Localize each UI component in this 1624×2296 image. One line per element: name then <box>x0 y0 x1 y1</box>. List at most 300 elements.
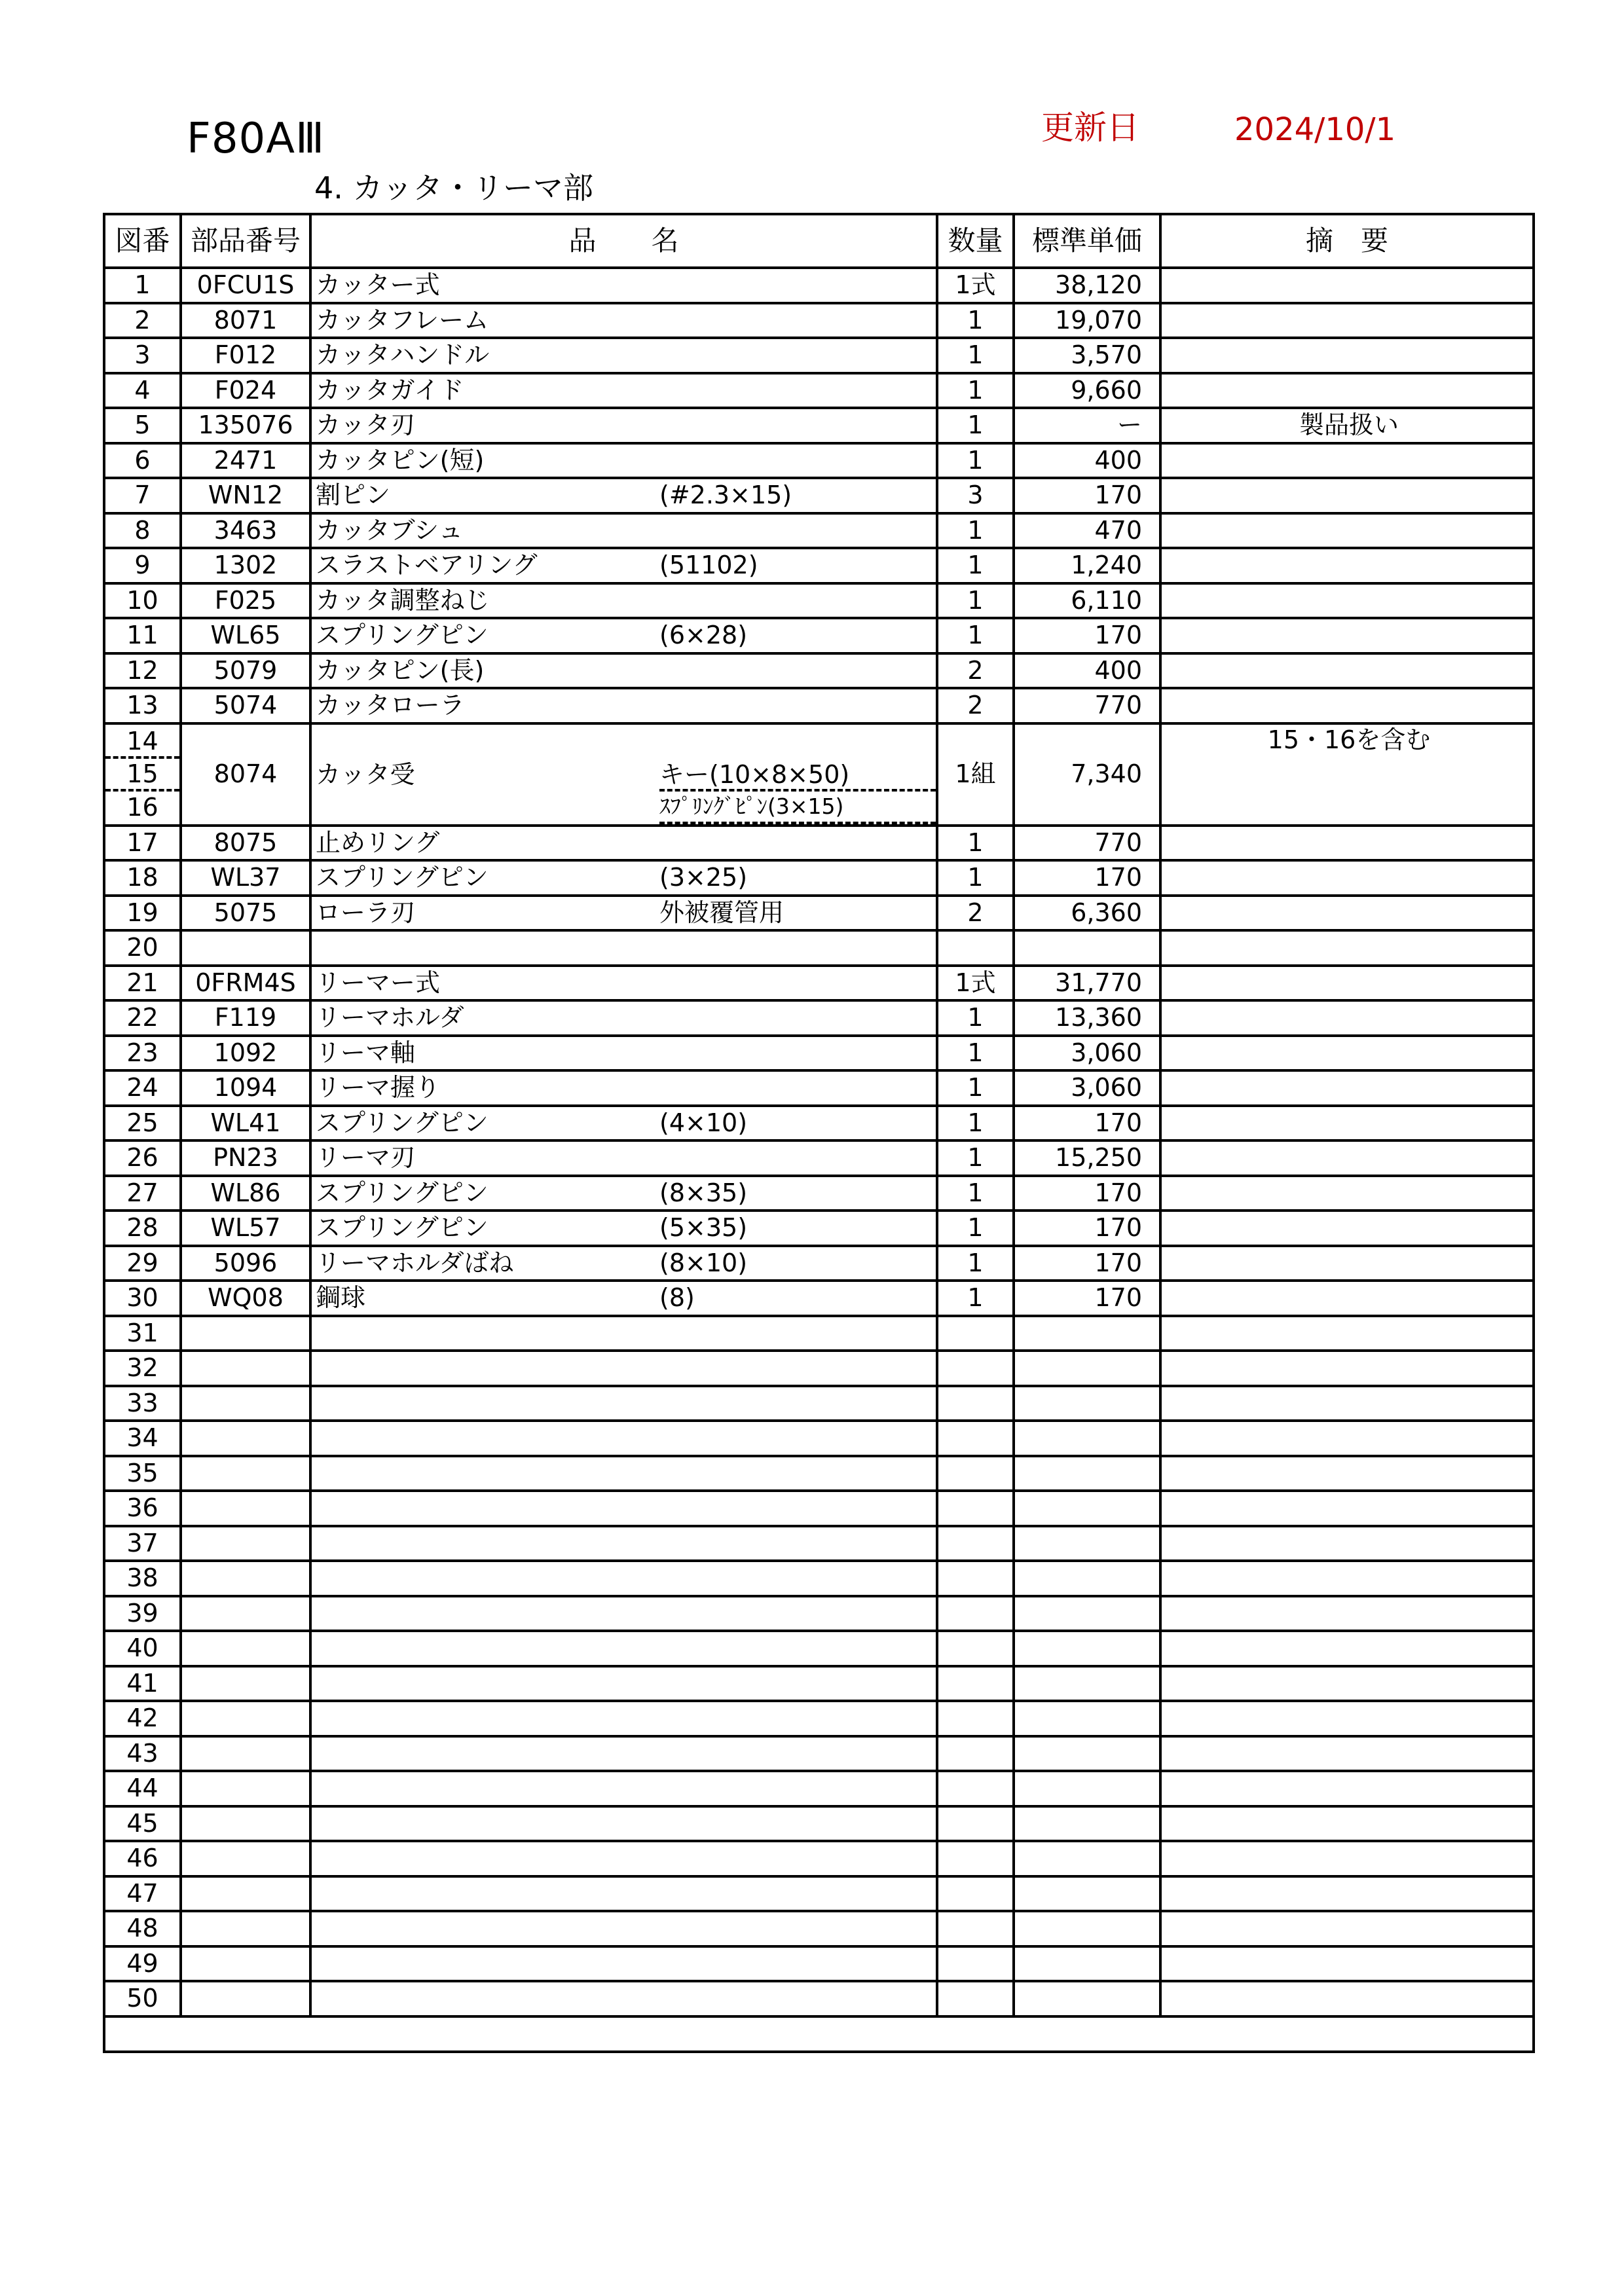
item-spec: (51102) <box>659 551 758 579</box>
quantity <box>937 1491 1014 1526</box>
table-row <box>104 1316 1534 1351</box>
item-name-cell <box>310 1491 937 1526</box>
quantity: 1 <box>937 826 1014 861</box>
remarks <box>1160 1911 1534 1946</box>
remarks <box>1160 303 1534 338</box>
remarks <box>1160 966 1534 1001</box>
unit-price <box>1014 1981 1160 2016</box>
unit-price: 170 <box>1014 1106 1160 1141</box>
col-header-part-number: 部品番号 <box>181 214 310 268</box>
item-name-cell <box>310 513 937 549</box>
item-spec: (5×35) <box>659 1213 748 1242</box>
figure-no: 50 <box>104 1981 181 2016</box>
table-row <box>104 1526 1534 1561</box>
remarks <box>1160 1946 1534 1982</box>
item-name-cell <box>310 1666 937 1702</box>
item-name: リーマ刃 <box>316 1143 416 1172</box>
figure-no: 22 <box>104 1000 181 1036</box>
figure-no: 36 <box>104 1491 181 1526</box>
figure-no: 23 <box>104 1036 181 1071</box>
table-row <box>104 618 1534 653</box>
figure-no: 40 <box>104 1631 181 1666</box>
remarks <box>1160 1000 1534 1036</box>
quantity <box>937 1316 1014 1351</box>
unit-price: ー <box>1014 408 1160 443</box>
quantity: 1 <box>937 860 1014 896</box>
table-row <box>104 860 1534 896</box>
unit-price: 470 <box>1014 513 1160 549</box>
quantity: 1 <box>937 1211 1014 1246</box>
table-row <box>104 1981 1534 2016</box>
unit-price: 15,250 <box>1014 1140 1160 1176</box>
remarks <box>1160 1140 1534 1176</box>
part-number: 5074 <box>181 688 310 723</box>
figure-no: 26 <box>104 1140 181 1176</box>
unit-price <box>1014 1666 1160 1702</box>
part-number: 1302 <box>181 548 310 583</box>
part-number: 1092 <box>181 1036 310 1071</box>
figure-no: 20 <box>104 930 181 966</box>
table-row <box>104 1666 1534 1702</box>
unit-price: 400 <box>1014 443 1160 479</box>
figure-no: 21 <box>104 966 181 1001</box>
item-name-cell <box>310 1176 937 1211</box>
remarks <box>1160 1386 1534 1421</box>
item-name-cell <box>310 1561 937 1596</box>
item-spec: (8×35) <box>659 1178 748 1207</box>
part-number <box>181 1841 310 1876</box>
item-spec <box>659 1072 932 1104</box>
section-title: 4. カッタ・リーマ部 <box>314 170 594 206</box>
quantity: 1 <box>937 583 1014 619</box>
item-name: リーマ軸 <box>316 1038 416 1067</box>
part-number: 135076 <box>181 408 310 443</box>
figure-no: 4 <box>104 373 181 409</box>
remarks <box>1160 618 1534 653</box>
item-spec <box>659 269 932 302</box>
item-spec <box>659 655 932 687</box>
item-spec <box>659 1037 932 1070</box>
remarks <box>1160 1876 1534 1912</box>
quantity: 1式 <box>937 966 1014 1001</box>
item-name-cell <box>310 1736 937 1772</box>
table-row <box>104 303 1534 338</box>
figure-no: 42 <box>104 1701 181 1736</box>
quantity: 2 <box>937 653 1014 689</box>
item-spec: ｽﾌﾟﾘﾝｸﾞﾋﾟﾝ(3×15) <box>659 792 936 824</box>
remarks <box>1160 653 1534 689</box>
part-number: 2471 <box>181 443 310 479</box>
table-row <box>104 1140 1534 1176</box>
quantity <box>937 1351 1014 1386</box>
part-number: WL57 <box>181 1211 310 1246</box>
part-number: WL65 <box>181 618 310 653</box>
part-number: 5079 <box>181 653 310 689</box>
item-spec <box>659 374 932 407</box>
table-header-row <box>104 214 1534 268</box>
item-name-cell <box>310 1981 937 2016</box>
remarks <box>1160 1526 1534 1561</box>
part-number: WL41 <box>181 1106 310 1141</box>
parts-table <box>103 213 1535 2053</box>
item-spec <box>659 304 932 337</box>
item-name: カッタフレーム <box>316 305 489 335</box>
item-spec: 外被覆管用 <box>659 898 784 927</box>
unit-price <box>1014 1701 1160 1736</box>
remarks <box>1160 1316 1534 1351</box>
figure-no: 46 <box>104 1841 181 1876</box>
figure-no: 35 <box>104 1456 181 1491</box>
table-row <box>104 653 1534 689</box>
quantity <box>937 1876 1014 1912</box>
remarks <box>1160 1806 1534 1842</box>
part-number <box>181 1596 310 1631</box>
quantity <box>937 1666 1014 1702</box>
item-spec <box>659 827 932 860</box>
table-row <box>104 1911 1534 1946</box>
unit-price: 9,660 <box>1014 373 1160 409</box>
item-spec <box>659 445 932 477</box>
item-spec: キー(10×8×50) <box>659 760 936 792</box>
figure-no: 49 <box>104 1946 181 1982</box>
item-name-cell <box>310 1036 937 1071</box>
unit-price <box>1014 930 1160 966</box>
figure-no: 7 <box>104 478 181 513</box>
remarks <box>1160 1106 1534 1141</box>
unit-price: 38,120 <box>1014 268 1160 303</box>
quantity: 2 <box>937 688 1014 723</box>
item-spec: (4×10) <box>659 1108 748 1137</box>
unit-price <box>1014 1561 1160 1596</box>
part-number <box>181 1631 310 1666</box>
group-figure-nos <box>104 723 181 826</box>
quantity <box>937 1631 1014 1666</box>
item-name-cell <box>310 373 937 409</box>
table-row <box>104 1456 1534 1491</box>
quantity <box>937 1561 1014 1596</box>
table-row <box>104 1070 1534 1106</box>
quantity: 1 <box>937 618 1014 653</box>
table-row <box>104 548 1534 583</box>
item-name-cell <box>310 1106 937 1141</box>
item-name: スラストベアリング <box>316 551 538 579</box>
unit-price <box>1014 1351 1160 1386</box>
item-name-cell <box>310 826 937 861</box>
quantity <box>937 1911 1014 1946</box>
quantity: 1 <box>937 373 1014 409</box>
remarks <box>1160 1281 1534 1316</box>
part-number: WQ08 <box>181 1281 310 1316</box>
item-name: リーマー式 <box>316 968 441 997</box>
unit-price <box>1014 1596 1160 1631</box>
figure-no: 10 <box>104 583 181 619</box>
item-name-cell <box>310 548 937 583</box>
item-name: スプリングピン <box>316 863 489 892</box>
part-number: F012 <box>181 338 310 373</box>
part-number: 0FCU1S <box>181 268 310 303</box>
remarks <box>1160 513 1534 549</box>
quantity: 2 <box>937 896 1014 931</box>
item-name-cell <box>310 896 937 931</box>
unit-price: 170 <box>1014 1281 1160 1316</box>
unit-price: 770 <box>1014 826 1160 861</box>
item-name: カッタ受 <box>316 759 415 789</box>
table-row <box>104 1036 1534 1071</box>
item-name-cell <box>310 1316 937 1351</box>
table-row <box>104 1386 1534 1421</box>
footer-cell <box>104 2016 1534 2052</box>
item-name: カッター式 <box>316 270 440 299</box>
item-name-cell <box>310 338 937 373</box>
item-name-cell <box>310 966 937 1001</box>
quantity <box>937 1841 1014 1876</box>
item-spec: (3×25) <box>659 863 748 892</box>
table-row <box>104 1771 1534 1806</box>
col-header-remarks: 摘 要 <box>1160 214 1534 268</box>
part-number: F025 <box>181 583 310 619</box>
unit-price: 3,060 <box>1014 1036 1160 1071</box>
part-number <box>181 1491 310 1526</box>
item-name-cell <box>310 1841 937 1876</box>
remarks <box>1160 1561 1534 1596</box>
item-name-cell <box>310 478 937 513</box>
quantity: 1 <box>937 1281 1014 1316</box>
part-number <box>181 930 310 966</box>
part-number <box>181 1701 310 1736</box>
item-name: 割ピン <box>316 481 391 509</box>
part-number <box>181 1456 310 1491</box>
table-row <box>104 1596 1534 1631</box>
remarks <box>1160 860 1534 896</box>
table-row <box>104 896 1534 931</box>
part-number: WN12 <box>181 478 310 513</box>
item-name: ローラ刃 <box>316 898 416 927</box>
item-spec <box>659 409 932 442</box>
quantity: 1 <box>937 1140 1014 1176</box>
table-row <box>104 723 1534 826</box>
unit-price <box>1014 1386 1160 1421</box>
figure-no: 37 <box>104 1526 181 1561</box>
figure-no: 6 <box>104 443 181 479</box>
quantity: 1 <box>937 548 1014 583</box>
item-spec: (8) <box>659 1283 695 1312</box>
figure-no: 16 <box>126 792 158 822</box>
item-name-cell <box>310 1596 937 1631</box>
table-row <box>104 1841 1534 1876</box>
part-number: 1094 <box>181 1070 310 1106</box>
quantity: 1 <box>937 1070 1014 1106</box>
figure-no: 32 <box>104 1351 181 1386</box>
table-row <box>104 1491 1534 1526</box>
remarks <box>1160 1211 1534 1246</box>
quantity: 1 <box>937 513 1014 549</box>
updated-label: 更新日 <box>1041 109 1139 147</box>
remarks: 製品扱い <box>1160 408 1534 443</box>
unit-price: 1,240 <box>1014 548 1160 583</box>
part-number: 8075 <box>181 826 310 861</box>
unit-price <box>1014 1456 1160 1491</box>
figure-no: 14 <box>105 726 179 759</box>
remarks <box>1160 1246 1534 1281</box>
merged-group <box>104 723 1534 826</box>
part-number <box>181 1666 310 1702</box>
item-name-cell <box>310 1386 937 1421</box>
part-number <box>181 1351 310 1386</box>
part-number <box>181 1526 310 1561</box>
item-name-cell <box>310 1876 937 1912</box>
figure-no: 38 <box>104 1561 181 1596</box>
table-row <box>104 1701 1534 1736</box>
unit-price <box>1014 1316 1160 1351</box>
item-spec <box>659 585 932 617</box>
remarks <box>1160 1666 1534 1702</box>
table-row <box>104 408 1534 443</box>
unit-price <box>1014 1771 1160 1806</box>
table-row <box>104 513 1534 549</box>
unit-price <box>1014 1491 1160 1526</box>
quantity: 1 <box>937 338 1014 373</box>
remarks <box>1160 443 1534 479</box>
part-number <box>181 1316 310 1351</box>
unit-price <box>1014 1631 1160 1666</box>
remarks <box>1160 1736 1534 1772</box>
item-name-cell <box>310 443 937 479</box>
item-name: リーマ握り <box>316 1073 441 1102</box>
part-number: 0FRM4S <box>181 966 310 1001</box>
quantity: 1 <box>937 1246 1014 1281</box>
remarks <box>1160 548 1534 583</box>
part-number: 5075 <box>181 896 310 931</box>
unit-price: 31,770 <box>1014 966 1160 1001</box>
remarks <box>1160 1701 1534 1736</box>
quantity <box>937 1946 1014 1982</box>
unit-price <box>1014 1911 1160 1946</box>
item-name: スプリングピン <box>316 1108 489 1137</box>
figure-no: 12 <box>104 653 181 689</box>
figure-no: 17 <box>104 826 181 861</box>
item-name: スプリングピン <box>316 621 489 649</box>
remarks <box>1160 896 1534 931</box>
figure-no: 13 <box>104 688 181 723</box>
item-spec-group <box>659 725 936 824</box>
footer-blank-row <box>104 2016 1534 2052</box>
quantity <box>937 1771 1014 1806</box>
remarks <box>1160 478 1534 513</box>
remarks <box>1160 1771 1534 1806</box>
unit-price <box>1014 1421 1160 1456</box>
remarks <box>1160 373 1534 409</box>
unit-price: 170 <box>1014 1246 1160 1281</box>
figure-no: 30 <box>104 1281 181 1316</box>
item-name-cell <box>310 1806 937 1842</box>
unit-price: 6,360 <box>1014 896 1160 931</box>
unit-price <box>1014 1841 1160 1876</box>
item-name: カッタブシュ <box>316 515 464 545</box>
unit-price: 400 <box>1014 653 1160 689</box>
part-number: WL37 <box>181 860 310 896</box>
item-spec <box>659 1002 932 1034</box>
table-row <box>104 583 1534 619</box>
unit-price <box>1014 1736 1160 1772</box>
table-row <box>104 443 1534 479</box>
item-name: リーマホルダばね <box>316 1248 514 1277</box>
item-name: カッタハンドル <box>316 340 490 369</box>
part-number: 5096 <box>181 1246 310 1281</box>
table-row <box>104 688 1534 723</box>
table-row <box>104 1946 1534 1982</box>
quantity <box>937 1421 1014 1456</box>
figure-no: 48 <box>104 1911 181 1946</box>
item-name-cell <box>310 1911 937 1946</box>
remarks <box>1160 1070 1534 1106</box>
quantity: 1 <box>937 1176 1014 1211</box>
model-title: F80AⅢ <box>187 115 325 163</box>
unit-price <box>1014 1806 1160 1842</box>
unit-price <box>1014 1526 1160 1561</box>
item-name-cell <box>310 1140 937 1176</box>
quantity: 1 <box>937 408 1014 443</box>
item-name-cell <box>310 1526 937 1561</box>
table-row <box>104 373 1534 409</box>
quantity: 1 <box>937 303 1014 338</box>
unit-price: 170 <box>1014 618 1160 653</box>
item-name-cell <box>310 1771 937 1806</box>
unit-price: 19,070 <box>1014 303 1160 338</box>
table-row <box>104 1211 1534 1246</box>
quantity <box>937 1526 1014 1561</box>
quantity: 1式 <box>937 268 1014 303</box>
updated-date: 2024/10/1 <box>1234 111 1396 148</box>
item-name-cell <box>310 1701 937 1736</box>
remarks <box>1160 338 1534 373</box>
table-row <box>104 1351 1534 1386</box>
part-number <box>181 1911 310 1946</box>
item-name-cell <box>310 1281 937 1316</box>
table-row <box>104 826 1534 861</box>
figure-no: 28 <box>104 1211 181 1246</box>
table-row <box>104 1876 1534 1912</box>
remarks <box>1160 688 1534 723</box>
table-row <box>104 1806 1534 1842</box>
item-name-cell <box>310 1000 937 1036</box>
remarks: 15・16を含む <box>1160 723 1534 826</box>
remarks <box>1160 1176 1534 1211</box>
quantity <box>937 930 1014 966</box>
table-row <box>104 1000 1534 1036</box>
item-name-cell <box>310 1421 937 1456</box>
unit-price <box>1014 1876 1160 1912</box>
remarks <box>1160 1351 1534 1386</box>
table-row <box>104 1176 1534 1211</box>
table-row <box>104 268 1534 303</box>
figure-no: 47 <box>104 1876 181 1912</box>
item-spec <box>659 689 932 722</box>
figure-no: 44 <box>104 1771 181 1806</box>
quantity <box>937 1386 1014 1421</box>
item-spec: (6×28) <box>659 621 748 649</box>
item-name-cell <box>310 1070 937 1106</box>
item-name-cell <box>310 860 937 896</box>
figure-no: 33 <box>104 1386 181 1421</box>
unit-price: 170 <box>1014 1211 1160 1246</box>
item-name-cell <box>310 1946 937 1982</box>
table-row <box>104 1736 1534 1772</box>
item-name: カッタ調整ねじ <box>316 585 490 615</box>
item-name-cell <box>310 583 937 619</box>
quantity <box>937 1736 1014 1772</box>
figure-no: 34 <box>104 1421 181 1456</box>
figure-no: 29 <box>104 1246 181 1281</box>
